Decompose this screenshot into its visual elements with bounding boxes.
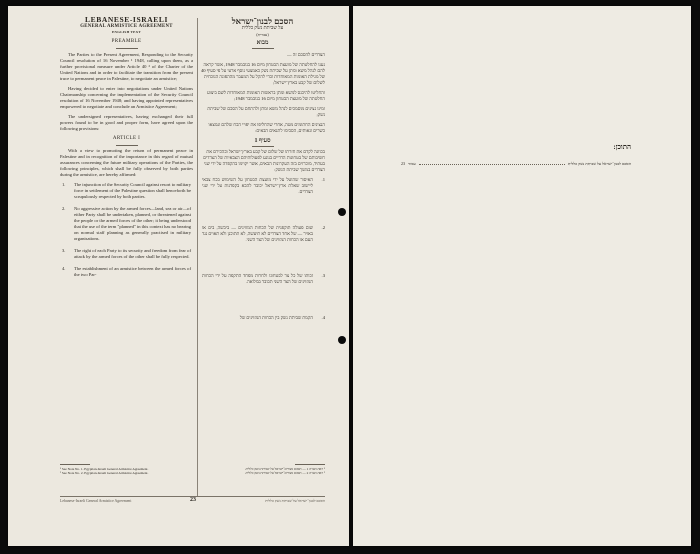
hebrew-title: הסכם לבנון־ישראל <box>231 16 294 26</box>
article-heading: ARTICLE I <box>112 135 141 141</box>
item-text: הקמת שביתת נשק בין הכחות המזוינים של <box>239 315 313 320</box>
footnote: ¹ See Note No. 1. Egyptian-Israeli General Armistice Agreement. <box>60 467 149 471</box>
english-column <box>60 16 193 284</box>
item-text: No aggressive action by the armed forces—land, sea or air—of either Party shall be undertaken, planned, or threatened against the people or the armed forces of the other; it being understood that the use of the term "planned" in this context has no bearing on normal staff planning as generally practised in military organisations. <box>74 206 191 241</box>
footer-hebrew-label: הסכם לבנון־ישראל על שביתת נשק כללית <box>265 499 325 503</box>
preamble-paragraph: The Parties to the Present Agreement, Responding to the Security Council resolution of 16 November ¹ 1948, calling upon them, as a further provisional measure under Article 40 ² of the Charter of the United Nations and in order to facilitate the transition from the present truce to permanent peace in Palestine, to negotiate an armistice; <box>60 51 193 81</box>
hebrew-article-items <box>200 177 325 321</box>
left-page <box>8 6 349 546</box>
item-text: The right of each Party to its security and freedom from fear of attack by the armed forces of the other shall be fully respected. <box>74 248 191 259</box>
footer-english-label: Lebanese-Israeli General Armistice Agreement <box>60 499 132 503</box>
hebrew-footnotes <box>200 467 325 476</box>
hebrew-paragraph: והחליטו להיכנס למשא ומתן בראשות האומות המאוחדות לשם ביצוע החלטתה של מועצת הבטחון מיום 16 בנובמבר 1948; <box>207 89 325 101</box>
article-items <box>60 182 193 278</box>
hebrew-paragraph: הצדדים להסכם זה — <box>286 51 325 57</box>
punch-hole <box>338 336 346 344</box>
item-number: 3. <box>321 273 325 278</box>
footnote: ² See Note No. 2. Egyptian-Israeli General Armistice Agreement. <box>60 471 149 476</box>
heading-divider <box>116 48 138 49</box>
item-number: 3. <box>62 248 66 253</box>
english-subtitle: GENERAL ARMISTICE AGREEMENT <box>80 24 173 29</box>
toc-leader-dots <box>419 161 565 165</box>
hebrew-article-intro: בכוונה לקדם את חזרתו של שלום של קבע בארץ־ישראל ובהכירם את חשיבותם של בטחונות הדדיים בנוגע לפעולותיהם הצבאיות של הצדדים בעתיד, מוכרזים בזה העקרונות הבאים, אשר יקוימו בהקפדה על ידי שני הצדדים במשך שביתת הנשק: <box>203 149 325 172</box>
english-title: LEBANESE-ISRAELI <box>85 15 168 24</box>
punch-hole <box>338 208 346 216</box>
hebrew-preamble-heading: מבוא <box>256 40 269 46</box>
hebrew-paragraph: נענו להחלטתה של מועצת הבטחון מיום 16 בנובמבר 1948, אשר קראה להם לנהל משא ומתן על שביתת נשק כאמצעי נוסף ארעי על פי סעיף 40 של מגילת האומות המאוחדות וכדי להקל על המעבר מההפוגה הנוכחית לשלום של קבע בארץ־ישראל; <box>200 61 325 85</box>
english-footnotes <box>60 467 193 476</box>
item-number: 4. <box>321 315 325 320</box>
footnote-divider <box>295 464 325 465</box>
article-item <box>60 248 193 260</box>
item-text: זכותו של כל צד לבטחונו ולחרות מפחד התקפה על ידי הכחות המזוינים של הצד השני תכובד במלואה. <box>202 273 313 284</box>
item-number: 1. <box>321 177 325 182</box>
column-divider <box>197 18 198 496</box>
hebrew-article-item <box>200 315 325 321</box>
hebrew-edition: (עברית) <box>256 32 269 37</box>
heading-divider <box>252 146 274 147</box>
hebrew-article-heading: סעיף 1 <box>254 137 271 144</box>
hebrew-subtitle: על שביתת נשק כללית <box>241 26 284 31</box>
item-number: 2. <box>62 206 66 211</box>
english-edition: ENGLISH TEXT <box>111 30 142 34</box>
hebrew-column <box>200 16 325 351</box>
item-text: The injunction of the Security Council against resort to military force in settlement of the Palestine question shall henceforth be scrupulously respected by both parties. <box>74 182 191 199</box>
footnote: ² ראה הערה 2 — הסכם מצרים־ישראל על שביתת נשק כללית. <box>244 471 325 476</box>
toc-entry <box>401 161 631 166</box>
item-text: The establishment of an armistice between the armed forces of the two Par- <box>74 266 191 277</box>
preamble-heading: PREAMBLE <box>111 39 142 44</box>
preamble-paragraph: Having decided to enter into negotiations under United Nations Chairmanship concerning the implementation of the Security Council resolution of 16 November 1948; and having appointed representatives empowered to negotiate and conclude an Armistice Agreement; <box>60 85 193 109</box>
article-item <box>60 182 193 200</box>
item-number: 2. <box>321 225 325 230</box>
article-intro: With a view to promoting the return of permanent peace in Palestine and in recognition of the importance in this regard of mutual assurances concerning the future military operations of the Parties, the following principles, which shall be fully observed by both parties during the armistice, are hereby affirmed: <box>60 148 193 177</box>
page-number: 23 <box>190 497 196 503</box>
footnote-divider <box>60 464 90 465</box>
table-of-contents <box>401 143 631 166</box>
right-page <box>353 6 691 546</box>
heading-divider <box>252 48 274 49</box>
preamble-paragraph: The undersigned representatives, having exchanged their full powers found to be in good and proper form, have agreed upon the following provisions: <box>60 113 193 131</box>
hebrew-article-item <box>200 177 325 195</box>
item-number: 4. <box>62 266 66 271</box>
article-item <box>60 206 193 242</box>
item-text: האיסור שהוטל על ידי מועצת הבטחון על השימוש בכח צבאי ליישוב שאלת ארץ־ישראל יכובד להבא בקפדנות על ידי שני הצדדים. <box>202 177 313 194</box>
toc-page-number: 23 <box>401 161 405 166</box>
toc-title: התוכן: <box>613 143 631 151</box>
toc-entry-title: הסכם לבנון־ישראל על שביתת נשק כללית <box>567 161 631 166</box>
article-item <box>60 266 193 278</box>
footnote: ¹ ראה הערה 1 — הסכם מצרים־ישראל על שביתת נשק כללית. <box>244 467 325 471</box>
hebrew-article-item <box>200 273 325 285</box>
hebrew-paragraph: ומינו נציגים מוסמכים לנהל משא ומתן ולהתחם על הסכם של שביתת נשק; <box>207 105 325 117</box>
hebrew-paragraph: הנציגים החתומים מטה, אחרי שהחליפו את יפויי הכח שלהם ונמצאו כשרים ונאותים, הסכימו לתנאים הבאים: <box>208 121 325 133</box>
hebrew-article-item <box>200 225 325 243</box>
toc-page-word: עמוד <box>408 161 416 166</box>
item-number: 1. <box>62 182 66 187</box>
item-text: שום פעולה תוקפנית של הכחות המזוינים — ביבשה, בים או באויר — של אחד הצדדים לא תיעשה, לא תתוכנן ולא תאוים נגד העם או הכחות המזוינים של הצד השני. <box>202 225 313 242</box>
heading-divider <box>116 145 138 146</box>
